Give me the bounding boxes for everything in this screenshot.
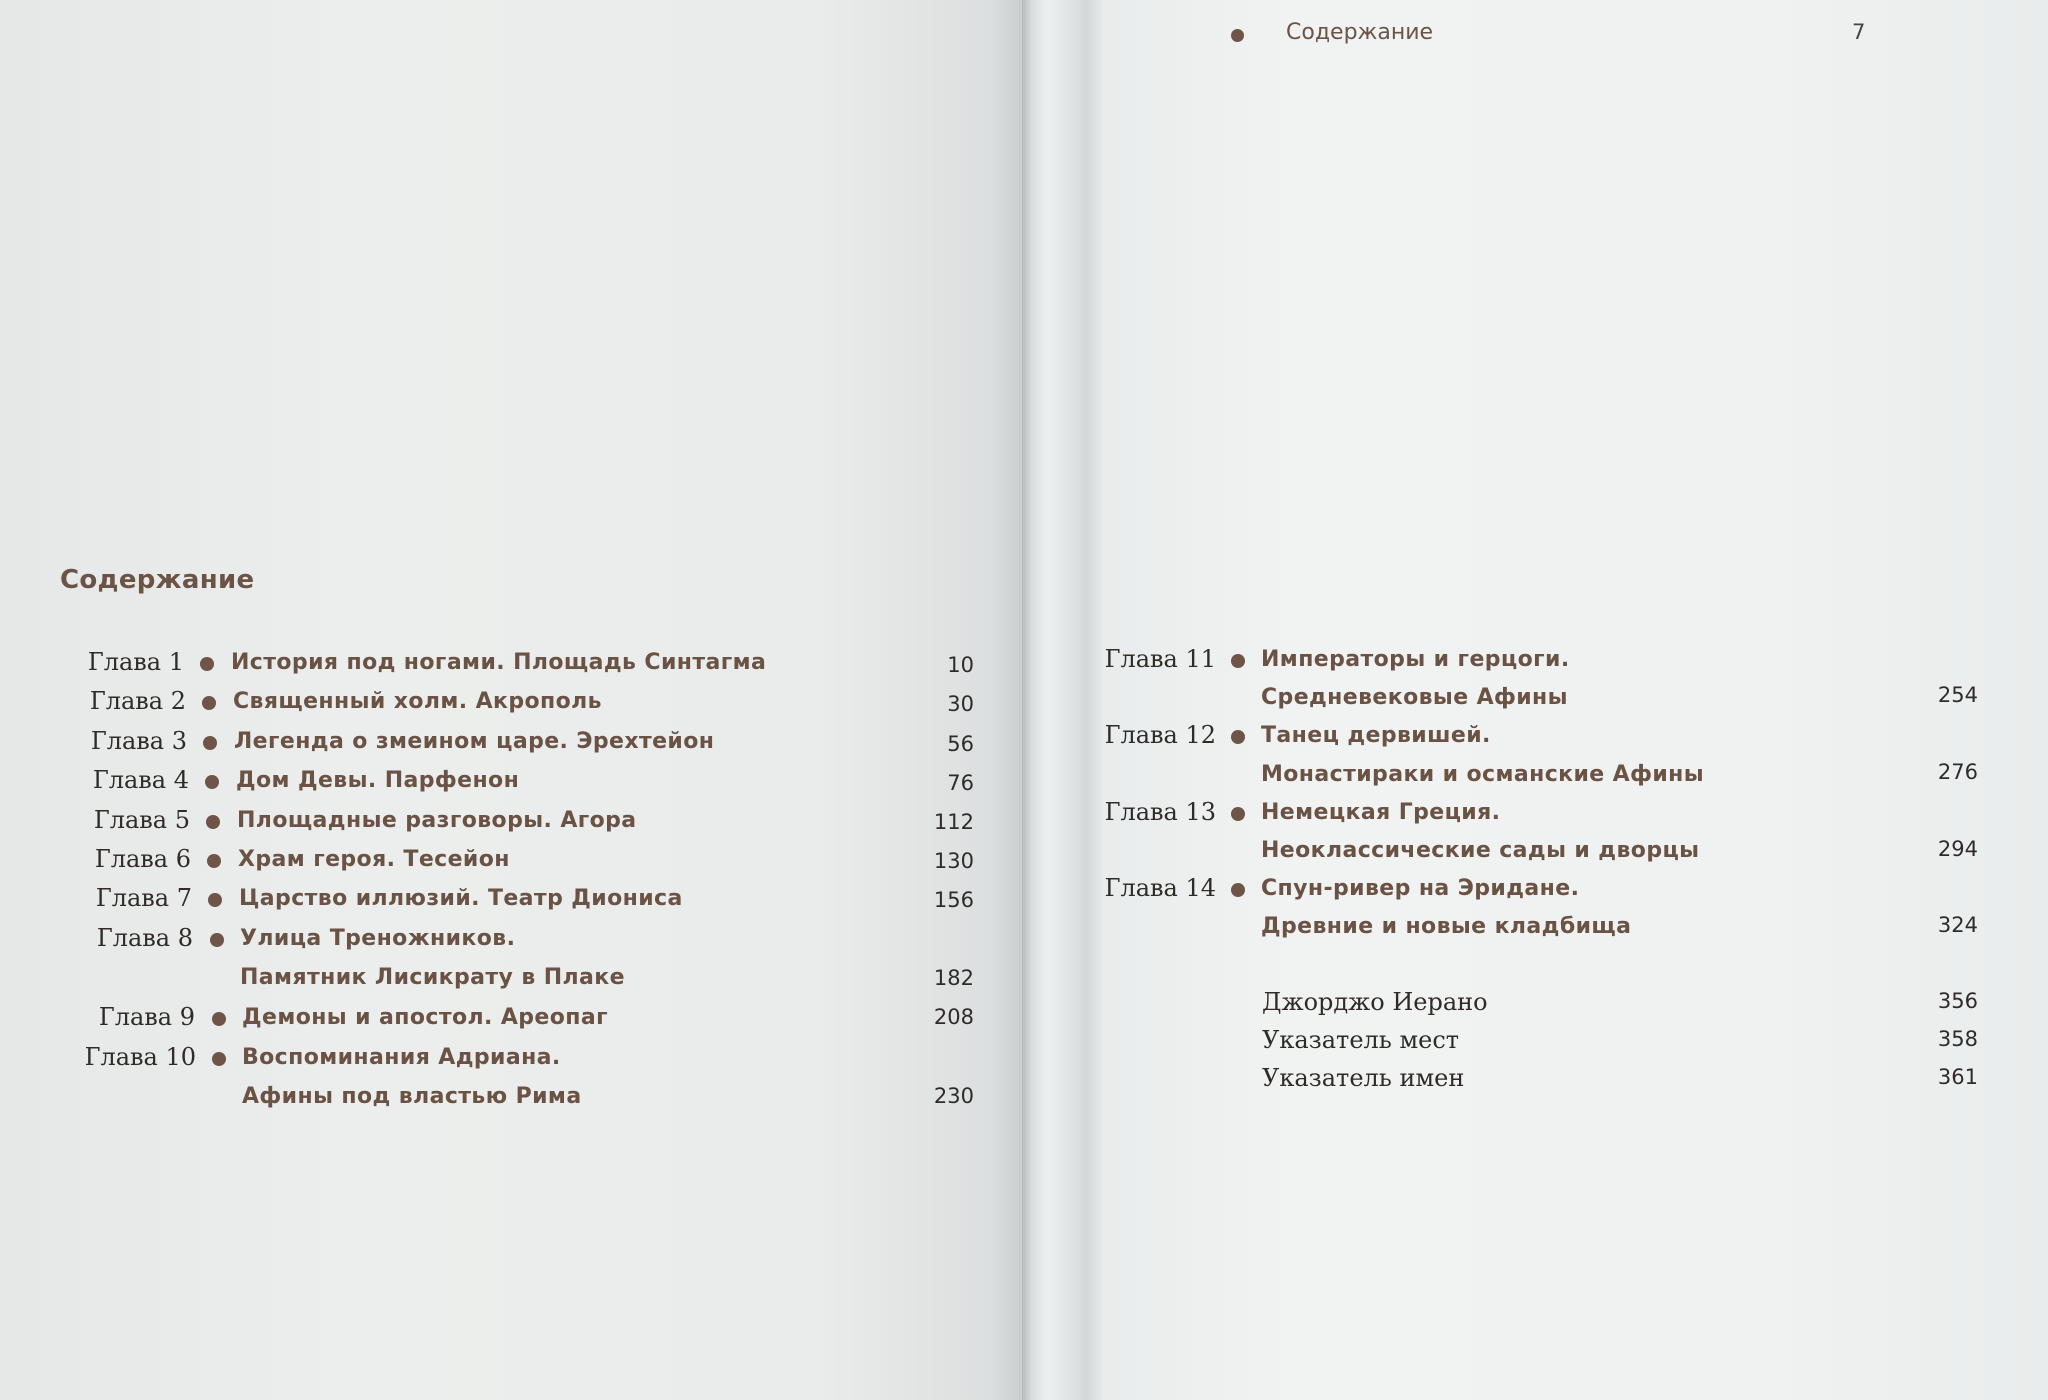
- bullet-dot-icon: [202, 696, 216, 710]
- page-number: 356: [1937, 989, 1978, 1013]
- chapter-label: Глава 14: [1104, 874, 1216, 902]
- page-number: 130: [933, 849, 974, 873]
- page-number: 208: [933, 1005, 974, 1029]
- chapter-title[interactable]: Священный холм. Акрополь: [233, 689, 602, 714]
- chapter-label: Глава 9: [98, 1003, 195, 1031]
- chapter-label: Глава 13: [1104, 798, 1216, 826]
- chapter-label: Глава 1: [87, 648, 184, 676]
- bullet-dot-icon: [212, 1012, 226, 1026]
- chapter-title[interactable]: Танец дервишей.: [1261, 723, 1491, 748]
- chapter-label: Глава 10: [84, 1043, 196, 1071]
- chapter-label: Глава 11: [1104, 645, 1216, 673]
- page-number: 156: [933, 888, 974, 912]
- chapter-title[interactable]: История под ногами. Площадь Синтагма: [231, 650, 767, 675]
- bullet-dot-icon: [208, 893, 222, 907]
- page-number: 294: [1937, 837, 1978, 861]
- chapter-title-continued[interactable]: Монастираки и османские Афины: [1261, 762, 1705, 787]
- running-header: Содержание: [1286, 20, 1434, 45]
- bullet-dot-icon: [200, 657, 214, 671]
- book-gutter: [1022, 0, 1102, 1400]
- chapter-label: Глава 5: [93, 806, 190, 834]
- bullet-dot-icon: [1231, 654, 1245, 668]
- chapter-title-continued[interactable]: Памятник Лисикрату в Плаке: [240, 965, 625, 990]
- chapter-title[interactable]: Демоны и апостол. Ареопаг: [242, 1005, 608, 1030]
- chapter-title[interactable]: Дом Девы. Парфенон: [236, 768, 520, 793]
- bullet-dot-icon: [1231, 807, 1245, 821]
- page-number: 10: [947, 653, 974, 677]
- chapter-title[interactable]: Спун-ривер на Эридане.: [1261, 876, 1580, 901]
- chapter-label: Глава 4: [92, 766, 189, 794]
- page-number: 361: [1937, 1065, 1978, 1089]
- chapter-title[interactable]: Императоры и герцоги.: [1261, 647, 1570, 672]
- bullet-dot-icon: [203, 736, 217, 750]
- chapter-title[interactable]: Площадные разговоры. Агора: [237, 808, 637, 833]
- page-number: 230: [933, 1084, 974, 1108]
- page-number: 182: [933, 966, 974, 990]
- page-number: 276: [1937, 760, 1978, 784]
- chapter-title[interactable]: Улица Треножников.: [240, 926, 516, 951]
- bullet-dot-icon: [1231, 883, 1245, 897]
- chapter-title-continued[interactable]: Древние и новые кладбища: [1261, 914, 1632, 939]
- chapter-title[interactable]: Воспоминания Адриана.: [242, 1045, 561, 1070]
- chapter-title-continued[interactable]: Афины под властью Рима: [242, 1084, 582, 1109]
- header-bullet-icon: [1231, 29, 1244, 42]
- right-page: [1102, 0, 2048, 1400]
- chapter-title[interactable]: Немецкая Греция.: [1261, 800, 1501, 825]
- bullet-dot-icon: [205, 775, 219, 789]
- chapter-title-continued[interactable]: Неоклассические сады и дворцы: [1261, 838, 1700, 863]
- bullet-dot-icon: [206, 815, 220, 829]
- toc-title: Содержание: [60, 565, 255, 595]
- page-number: 254: [1937, 683, 1978, 707]
- chapter-label: Глава 7: [95, 884, 192, 912]
- folio-page-number: 7: [1852, 20, 1866, 44]
- chapter-label: Глава 12: [1104, 721, 1216, 749]
- bullet-dot-icon: [1231, 730, 1245, 744]
- appendix-item-places-index[interactable]: Указатель мест: [1262, 1026, 1460, 1054]
- chapter-label: Глава 2: [89, 687, 186, 715]
- appendix-item-names-index[interactable]: Указатель имен: [1262, 1064, 1465, 1092]
- page-number: 30: [947, 692, 974, 716]
- bullet-dot-icon: [212, 1052, 226, 1066]
- chapter-label: Глава 6: [94, 845, 191, 873]
- chapter-title[interactable]: Царство иллюзий. Театр Диониса: [239, 886, 683, 911]
- chapter-label: Глава 8: [96, 924, 193, 952]
- page-number: 324: [1937, 913, 1978, 937]
- chapter-label: Глава 3: [90, 727, 187, 755]
- bullet-dot-icon: [210, 933, 224, 947]
- page-number: 358: [1937, 1027, 1978, 1051]
- chapter-title[interactable]: Легенда о змеином царе. Эрехтейон: [234, 729, 715, 754]
- page-number: 56: [947, 732, 974, 756]
- appendix-item-author[interactable]: Джорджо Иерано: [1262, 988, 1488, 1016]
- chapter-title[interactable]: Храм героя. Тесейон: [238, 847, 510, 872]
- page-number: 112: [933, 810, 974, 834]
- page-number: 76: [947, 771, 974, 795]
- left-page: [0, 0, 1022, 1400]
- bullet-dot-icon: [207, 854, 221, 868]
- chapter-title-continued[interactable]: Средневековые Афины: [1261, 685, 1568, 710]
